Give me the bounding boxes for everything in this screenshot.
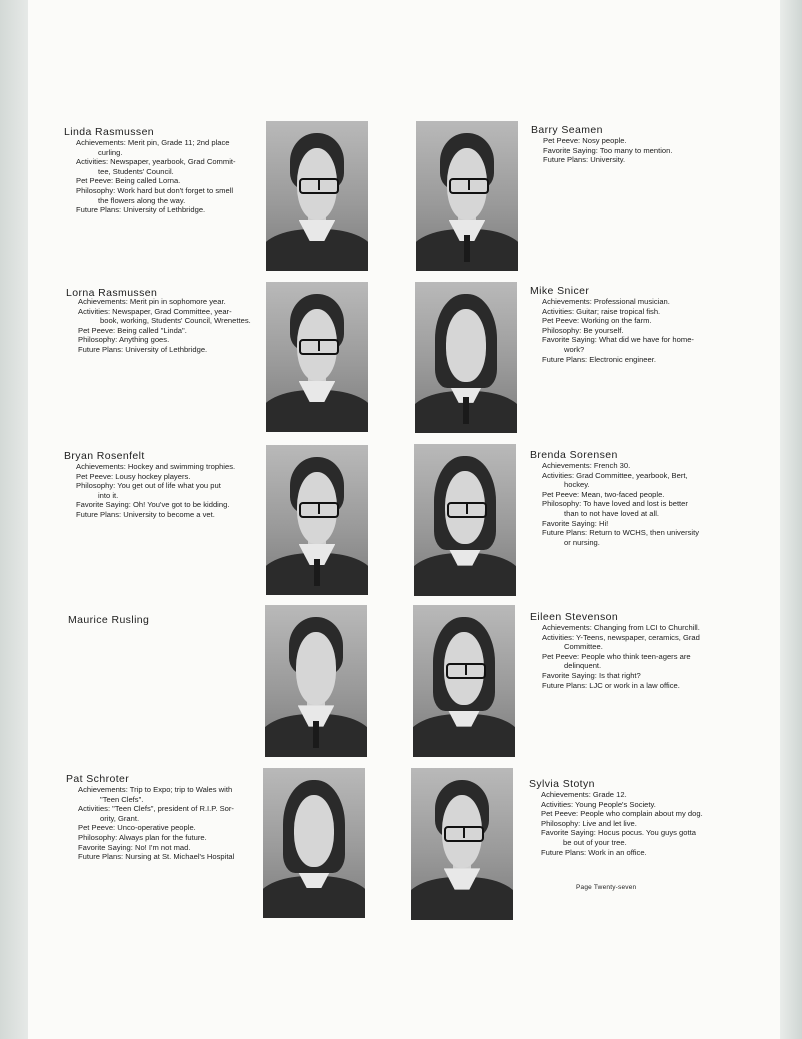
glasses [299,502,340,518]
student-name: Brenda Sorensen [530,449,618,461]
student-name: Eileen Stevenson [530,611,619,623]
detail-line: "Teen Clefs". [100,794,144,804]
detail-line: Pet Peeve: Nosy people. [543,136,627,145]
page-left-margin [0,0,28,1039]
student-name: Bryan Rosenfelt [64,450,145,462]
student-details [542,461,699,547]
detail-line: Activities: Grad Committee, yearbook, Bert, [542,470,688,480]
student-photo [413,605,515,757]
detail-line: than to not have loved at all. [564,508,659,518]
detail-line: Philosophy: To have loved and lost is better [542,499,688,509]
detail-line: Achievements: Grade 12. [541,790,627,799]
detail-line: Favorite Saying: Hocus pocus. You guys gotta [541,828,696,838]
student-photo [414,444,516,596]
student-details [542,623,700,690]
detail-line: Achievements: Trip to Expo; trip to Wales with [78,785,233,794]
detail-line: work? [564,344,585,354]
page-right-edge [780,0,802,1039]
detail-line: Philosophy: Work hard but don't forget to smell [76,185,234,195]
detail-line: Pet Peeve: People who think teen-agers are [542,651,691,661]
detail-line: Philosophy: Live and let live. [541,818,637,828]
student-photo [411,768,513,920]
detail-line: Achievements: Professional musician. [542,297,670,306]
detail-line: Favorite Saying: Oh! You've got to be kidding. [76,500,230,510]
detail-line: Activities: Newspaper, yearbook, Grad Commit- [76,157,236,167]
glasses [299,339,340,355]
student-name: Maurice Rusling [68,614,150,626]
detail-line: Pet Peeve: Mean, two-faced people. [542,489,665,499]
student-photo [265,605,367,757]
student-name: Linda Rasmussen [64,126,155,138]
detail-line: Pet Peeve: Being called Lorna. [76,176,181,186]
student-photo [415,282,517,433]
student-photo [416,121,518,271]
glasses [446,663,487,679]
detail-line: curling. [98,147,123,157]
tie [463,397,469,424]
page-number: Page Twenty-seven [576,884,637,891]
student-details [76,462,235,520]
glasses [447,502,488,518]
tie [313,721,319,748]
detail-line: Future Plans: LJC or work in a law office. [542,680,680,690]
detail-line: book, working, Students' Council, Wrenettes. [100,316,251,326]
detail-line: Activities: Guitar; raise tropical fish. [542,306,661,316]
detail-line: Favorite Saying: Too many to mention. [543,145,673,155]
student-photo [266,445,368,595]
detail-line: or nursing. [564,537,600,547]
detail-line: Achievements: French 30. [542,461,631,470]
detail-line: ority, Grant. [100,813,140,823]
detail-line: Philosophy: Be yourself. [542,325,624,335]
student-details [78,785,234,862]
detail-line: Future Plans: University of Lethbridge. [76,205,206,215]
detail-line: Pet Peeve: Working on the farm. [542,316,652,326]
detail-line: Philosophy: Always plan for the future. [78,832,207,842]
detail-line: the flowers along the way. [98,195,186,205]
student-name: Lorna Rasmussen [66,287,158,299]
detail-line: Future Plans: University of Lethbridge. [78,344,208,354]
student-photo [266,282,368,432]
detail-line: Favorite Saying: Is that right? [542,670,641,680]
detail-line: Activities: Y-Teens, newspaper, ceramics, Grad [542,632,700,642]
student-name: Mike Snicer [530,285,590,297]
detail-line: be out of your tree. [563,837,627,847]
detail-line: Pet Peeve: People who complain about my dog. [541,809,703,819]
detail-line: Achievements: Changing from LCI to Churchill. [542,623,700,632]
detail-line: Future Plans: University. [543,155,626,165]
detail-line: Favorite Saying: No! I'm not mad. [78,842,191,852]
detail-line: Committee. [564,642,603,652]
face [294,795,335,867]
face [446,309,487,381]
student-name: Pat Schroter [66,773,130,785]
glasses [299,178,340,194]
detail-line: Future Plans: Electronic engineer. [542,354,656,364]
detail-line: hockey. [564,480,590,490]
student-photo [266,121,368,271]
student-name: Barry Seamen [531,124,603,136]
detail-line: Future Plans: University to become a vet. [76,509,215,519]
student-details [78,297,251,355]
detail-line: Philosophy: You get out of life what you put [76,481,221,491]
detail-line: Achievements: Hockey and swimming trophies. [76,462,236,471]
detail-line: Activities: "Teen Clefs", president of R.I.P. Sor- [78,804,234,814]
student-details [543,136,672,165]
detail-line: Future Plans: Return to WCHS, then university [542,528,699,538]
detail-line: Pet Peeve: Unco-operative people. [78,823,196,833]
student-details [76,138,236,215]
detail-line: Favorite Saying: What did we have for home- [542,335,694,345]
detail-line: Achievements: Merit pin in sophomore year. [78,297,226,306]
detail-line: Activities: Young People's Society. [541,799,656,809]
detail-line: Achievements: Merit pin, Grade 11; 2nd place [76,138,230,147]
detail-line: into it. [98,490,119,500]
detail-line: Pet Peeve: Being called "Linda". [78,325,187,335]
detail-line: Pet Peeve: Lousy hockey players. [76,471,191,481]
detail-line: delinquent. [564,661,602,671]
tie [314,559,320,586]
glasses [449,178,490,194]
student-details [541,790,703,857]
student-photo [263,768,365,918]
face [296,632,337,705]
student-name: Sylvia Stotyn [529,778,595,790]
detail-line: Future Plans: Nursing at St. Michael's Hospital [78,852,235,862]
detail-line: Future Plans: Work in an office. [541,847,647,857]
glasses [444,826,485,842]
detail-line: Activities: Newspaper, Grad Committee, year- [78,306,232,316]
student-details [542,297,694,364]
detail-line: Favorite Saying: Hi! [542,518,609,528]
detail-line: tee, Students' Council. [98,166,174,176]
detail-line: Philosophy: Anything goes. [78,335,170,345]
tie [464,235,470,262]
